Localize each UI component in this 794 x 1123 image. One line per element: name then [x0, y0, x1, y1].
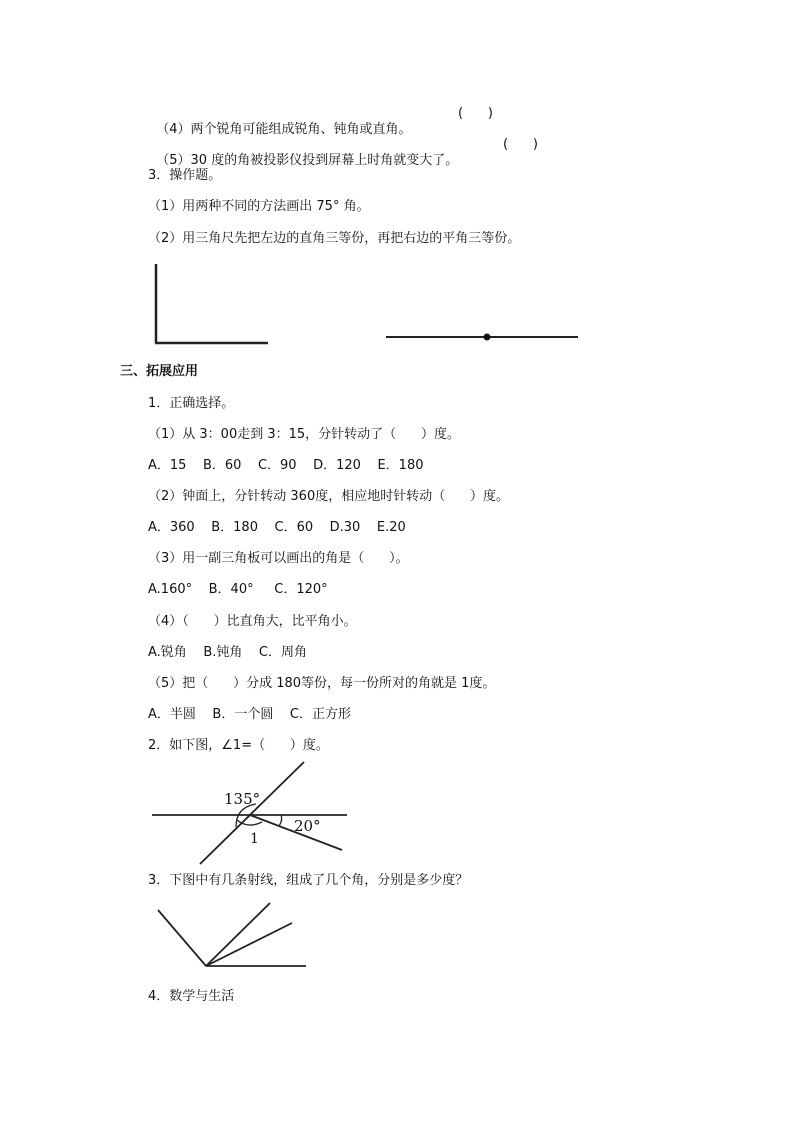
operation-title: 3．操作题。: [148, 168, 222, 183]
ray-upper-right: [206, 903, 270, 966]
choice-q5-options: A．半圆 B．一个圆 C．正方形: [148, 707, 351, 722]
choice-q4-options: A.锐角 B.钝角 C．周角: [148, 645, 307, 660]
label-20: 20°: [294, 817, 321, 835]
judge-item-5-answer-paren[interactable]: ( ): [503, 137, 538, 152]
judge-item-5-text: （5）30 度的角被投影仪投到屏幕上时角就变大了。: [156, 153, 459, 168]
choice-q2-options: A．360 B．180 C．60 D.30 E.20: [148, 520, 406, 535]
label-angle-1: 1: [250, 831, 259, 847]
judge-item-4-text: （4）两个锐角可能组成锐角、钝角或直角。: [156, 122, 412, 137]
choice-title: 1．正确选择。: [148, 396, 235, 411]
question-3-rays: 3．下图中有几条射线，组成了几个角，分别是多少度？: [148, 873, 469, 888]
ray-left: [158, 910, 206, 966]
choice-q2: （2）钟面上，分针转动 360度，相应地时针转动（ ）度。: [148, 489, 510, 504]
choice-q5: （5）把（ ）分成 180等份，每一份所对的角就是 1度。: [148, 676, 496, 691]
choice-q4: （4）（ ）比直角大，比平角小。: [148, 614, 357, 629]
judge-item-4-answer-paren[interactable]: ( ): [458, 106, 493, 121]
choice-q1-options: A．15 B．60 C．90 D．120 E．180: [148, 458, 424, 473]
choice-q1: （1）从 3：00走到 3：15，分针转动了（ ）度。: [148, 427, 460, 442]
question-4-life: 4．数学与生活: [148, 989, 235, 1004]
choice-q3: （3）用一副三角板可以画出的角是（ ）。: [148, 551, 409, 566]
ray-middle-right: [206, 923, 292, 966]
operation-q2: （2）用三角尺先把左边的直角三等份，再把右边的平角三等份。: [148, 231, 521, 246]
operation-q1: （1）用两种不同的方法画出 75° 角。: [148, 199, 370, 214]
section-heading-extend: 三、拓展应用: [120, 364, 199, 379]
question-2-angle: 2．如下图，∠1=（ ）度。: [148, 738, 329, 753]
label-135: 135°: [224, 790, 261, 808]
choice-q3-options: A.160° B．40° C．120°: [148, 582, 328, 597]
